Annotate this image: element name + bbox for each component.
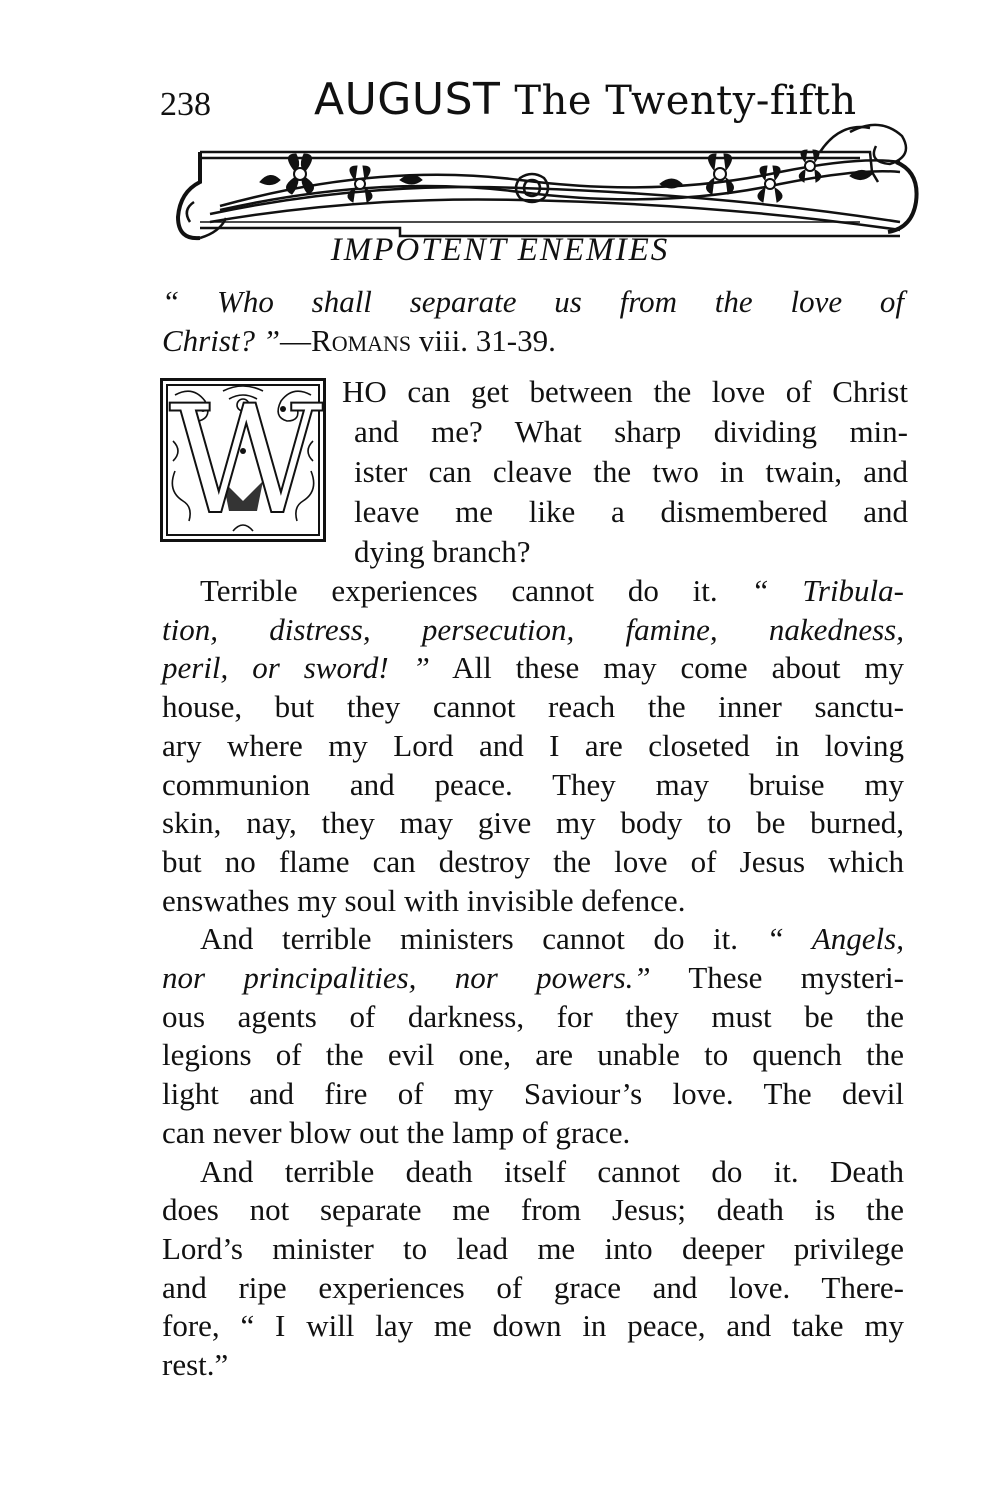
text-line: communion and peace. They may bruise my <box>162 766 904 802</box>
epigraph-quote: “ Who shall separate us from the love of <box>162 284 904 319</box>
text-run: And terrible ministers cannot do it. <box>200 921 739 957</box>
text-line: and me? What sharp dividing min- <box>354 414 908 449</box>
text-line: house, but they cannot reach the inner sanctu- <box>162 689 904 725</box>
text-line: ister can cleave the two in twain, and <box>354 454 908 489</box>
text-line <box>162 959 904 998</box>
text-line: enswathes my soul with invisible defence. <box>162 882 686 918</box>
text-run: These mysteri- <box>688 960 904 996</box>
text-line: ary where my Lord and I are closeted in loving <box>162 727 904 763</box>
paragraph-3 <box>162 920 904 1152</box>
text-run-italic: “ Angels, <box>766 921 904 957</box>
text-run: Terrible experiences cannot do it. <box>200 573 718 608</box>
text-line: leave me like a dismembered and <box>354 494 908 529</box>
text-line: And terrible death itself cannot do it. Death <box>200 1153 904 1189</box>
text-line: tion, distress, persecution, famine, nakedness, <box>162 611 904 647</box>
text-line: legions of the evil one, are unable to quench the <box>162 1037 904 1073</box>
header-day: The Twenty-fifth <box>514 78 857 124</box>
epigraph-dash: — <box>280 323 312 358</box>
body-text <box>162 572 904 1385</box>
text-line: can never blow out the lamp of grace. <box>162 1114 631 1150</box>
text-line: Lord’s minister to lead me into deeper privilege <box>162 1230 904 1266</box>
text-run-italic: nor principalities, nor powers.” <box>162 960 651 996</box>
epigraph-verse: viii. 31-39. <box>418 323 556 358</box>
text-run: All these may come about my <box>452 650 904 686</box>
page-number: 238 <box>160 86 211 123</box>
text-line: does not separate me from Jesus; death is the <box>162 1192 904 1228</box>
text-line: light and fire of my Saviour’s love. The devil <box>162 1076 904 1112</box>
paragraph-4 <box>162 1153 904 1385</box>
text-line: dying branch? <box>354 534 531 569</box>
drop-cap-letter: W <box>169 374 324 548</box>
text-line: skin, nay, they may give my body to be burned, <box>162 805 904 841</box>
text-line: but no flame can destroy the love of Jesus which <box>162 843 904 879</box>
text-line: and ripe experiences of grace and love. There- <box>162 1269 904 1305</box>
paragraph-2 <box>162 572 904 920</box>
floral-ornament-icon <box>160 122 920 242</box>
text-line: HO can get between the love of Christ <box>342 374 908 409</box>
page-header <box>160 72 920 242</box>
epigraph-quote-end: Christ? ” <box>162 323 281 358</box>
header-month: AUGUST <box>314 74 501 125</box>
text-line <box>162 572 904 611</box>
text-run-italic: peril, or sword! ” <box>162 650 430 686</box>
text-run-italic: “ Tribula- <box>751 573 904 608</box>
paragraph-1 <box>342 372 908 572</box>
text-line: fore, “ I will lay me down in peace, and take my <box>162 1308 904 1344</box>
chapter-title: IMPOTENT ENEMIES <box>330 232 670 268</box>
header-date <box>314 74 857 125</box>
epigraph-book: Romans <box>311 323 412 358</box>
epigraph-reference-line <box>162 321 904 360</box>
text-line: rest.” <box>162 1347 229 1383</box>
text-line: ous agents of darkness, for they must be the <box>162 998 904 1034</box>
text-line <box>162 920 904 959</box>
drop-cap <box>160 374 326 548</box>
text-line <box>162 649 904 688</box>
epigraph <box>162 282 904 360</box>
